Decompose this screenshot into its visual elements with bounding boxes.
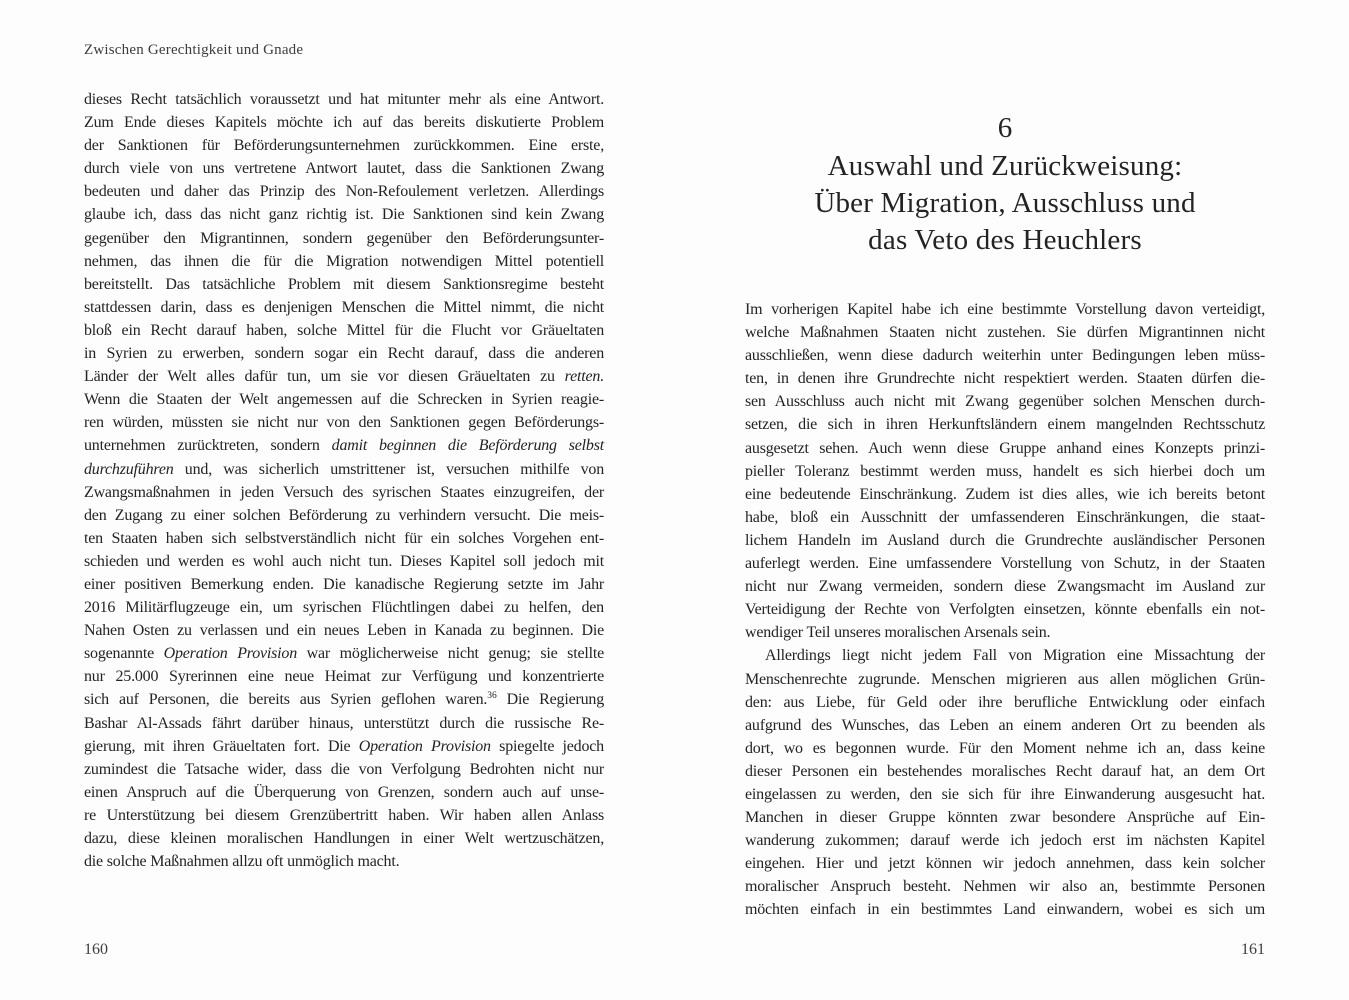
right-page-paragraph-2 <box>745 644 1265 921</box>
text-line: Zum Ende dieses Kapitels möchte ich auf das bereits diskutierte Problem <box>84 114 604 132</box>
text-line: Länder der Welt alles dafür tun, um sie vor diesen Gräueltaten zu retten. <box>84 368 604 386</box>
text-line: ausschließen, wenn diese dadurch weiterhin unter Bedingungen leben müss- <box>745 347 1265 365</box>
text-line: den Zugang zu einer solchen Beförderung zu verhindern versucht. Die meis- <box>84 506 604 524</box>
page-number-right: 161 <box>1241 941 1265 958</box>
text-line: einer positiven Bemerkung enden. Die kanadische Regierung setzte im Jahr <box>84 575 604 593</box>
text-line: dieses Recht tatsächlich voraussetzt und hat mitunter mehr als eine Antwort. <box>84 91 604 108</box>
text-line: das Veto des Heuchlers <box>868 224 1142 256</box>
text-line: re Unterstützung bei diesem Grenzübertritt haben. Wir haben allen Anlass <box>84 806 604 824</box>
text-line: schieden und werden es wohl auch nicht tun. Dieses Kapitel soll jedoch mit <box>84 552 604 570</box>
text-line: durchzuführen und, was sicherlich umstrittener ist, versuchen mithilfe von <box>84 460 604 478</box>
text-line: eingelassen zu werden, den sie sich für ihre Einwanderung ausgesucht hat. <box>745 785 1265 803</box>
text-line: bloß ein Recht darauf haben, solche Mittel für die Flucht vor Gräueltaten <box>84 321 604 339</box>
text-line: Auswahl und Zurückweisung: <box>827 150 1183 182</box>
text-line: glaube ich, dass das nicht ganz richtig ist. Die Sanktionen sind kein Zwang <box>84 206 604 224</box>
text-line: ten Staaten haben sich selbstverständlich nicht für ein solches Vorgehen ent- <box>84 529 604 547</box>
left-page-body <box>84 88 604 873</box>
text-line: gierung, mit ihren Gräueltaten fort. Die Operation Provision spiegelte jedoch <box>84 737 604 755</box>
text-line: moralischer Anspruch besteht. Nehmen wir also an, bestimmte Personen <box>745 878 1265 896</box>
text-line: dieser Personen ein bestehendes moralisches Recht darauf hat, an dem Ort <box>745 762 1265 780</box>
text-line: Im vorherigen Kapitel habe ich eine bestimmte Vorstellung davon verteidigt, <box>745 301 1265 318</box>
text-line: dort, wo es begonnen wurde. Für den Moment nehme ich an, dass keine <box>745 739 1265 757</box>
text-line: Über Migration, Ausschluss und <box>814 187 1196 219</box>
text-line: nicht nur Zwang vermeiden, sondern diese Zwangsmacht im Ausland zur <box>745 578 1265 596</box>
text-line: welche Maßnahmen Staaten nicht zustehen. Sie dürfen Migrantinnen nicht <box>745 324 1265 342</box>
text-line: zumindest die Tatsache wider, dass die von Verfolgung Bedrohten nicht nur <box>84 760 604 778</box>
text-line: sogenannte Operation Provision war möglicherweise nicht genug; sie stellte <box>84 645 604 663</box>
text-line: eine bedeutende Einschränkung. Zudem ist dies alles, wie ich bereits betont <box>745 485 1265 503</box>
text-line: nur 25.000 Syrerinnen eine neue Heimat zur Verfügung und konzentrierte <box>84 668 604 686</box>
text-line: ren würden, müssten sie nicht nur von den Sanktionen gegen Beförderungs- <box>84 414 604 432</box>
text-line: Bashar Al-Assads fährt darüber hinaus, unterstützt durch die russische Re- <box>84 714 604 732</box>
right-page-paragraph-1 <box>745 298 1265 644</box>
text-line: gegenüber den Migrantinnen, sondern gegenüber den Beförderungsunter- <box>84 229 604 247</box>
text-line: einen Anspruch auf die Überquerung von Grenzen, sondern auch auf unse- <box>84 783 604 801</box>
text-line: wanderung zukommen; darauf werde ich jedoch erst im nächsten Kapitel <box>745 832 1265 850</box>
text-line: eingehen. Hier und jetzt können wir jedoch annehmen, dass kein solcher <box>745 855 1265 873</box>
running-header: Zwischen Gerechtigkeit und Gnade <box>84 42 304 58</box>
text-line: setzen, die sich in ihren Herkunftsländern einem mangelnden Rechtsschutz <box>745 416 1265 434</box>
text-line: 2016 Militärflugzeuge ein, um syrischen Flüchtlingen dabei zu helfen, den <box>84 599 604 617</box>
text-line: ten, in denen ihre Grundrechte nicht respektiert werden. Staaten dürfen die- <box>745 370 1265 388</box>
text-line: Manchen in dieser Gruppe könnten zwar besondere Ansprüche auf Ein- <box>745 809 1265 827</box>
text-line: durch viele von uns vertretene Antwort lautet, dass die Sanktionen Zwang <box>84 160 604 178</box>
text-line: sich auf Personen, die bereits aus Syrien geflohen waren.$^{36}$ Die Regierung <box>84 691 604 709</box>
text-line: Verteidigung der Rechte von Verfolgten einsetzen, könnte ebenfalls ein not- <box>745 601 1265 619</box>
text-line: ausgesetzt sehen. Auch wenn diese Gruppe anhand eines Konzepts prinzi- <box>745 439 1265 457</box>
text-line: Nahen Osten zu verlassen und ein neues Leben in Kanada zu beginnen. Die <box>84 622 604 640</box>
text-line: auferlegt werden. Eine umfassendere Vorstellung von Schutz, in der Staaten <box>745 555 1265 573</box>
text-line: Zwangsmaßnahmen in jeden Versuch des syrischen Staates einzugreifen, der <box>84 483 604 501</box>
text-line: Menschenrechte zugrunde. Menschen migrieren aus allen möglichen Grün- <box>745 670 1265 688</box>
text-line: die solche Maßnahmen allzu oft unmöglich macht. <box>84 853 400 871</box>
text-line: der Sanktionen für Beförderungsunternehmen zurückkommen. Eine erste, <box>84 137 604 155</box>
right-page-body <box>745 298 1265 922</box>
text-line: Wenn die Staaten der Welt angemessen auf die Schrecken in Syrien reagie- <box>84 391 604 409</box>
text-line: stattdessen darin, dass es denjenigen Menschen die Mittel nimmt, die nicht <box>84 298 604 316</box>
text-line: Allerdings liegt nicht jedem Fall von Migration eine Missachtung der <box>765 647 1265 665</box>
text-line: aufgrund des Wunsches, das Leben an einem anderen Ort zu beenden als <box>745 716 1265 734</box>
page-number-left: 160 <box>84 941 108 958</box>
text-line: dazu, diese kleinen moralischen Handlungen in einer Welt wertzuschätzen, <box>84 830 604 847</box>
text-line: lichem Handeln im Ausland durch die Grundrechte ausländischer Personen <box>745 531 1265 549</box>
text-line: nehmen, das ihnen die für die Migration notwendigen Mittel potentiell <box>84 252 604 270</box>
text-line: bereitstellt. Das tatsächliche Problem mit diesem Sanktionsregime besteht <box>84 275 604 293</box>
text-line: wendiger Teil unseres moralischen Arsenals sein. <box>745 624 1051 642</box>
text-line: pieller Toleranz bestimmt werden muss, handelt es sich hierbei doch um <box>745 462 1265 480</box>
text-line: unternehmen zurücktreten, sondern damit beginnen die Beförderung selbst <box>84 437 605 455</box>
text-line: sen Ausschluss auch nicht mit Zwang gegenüber solchen Menschen durch- <box>745 393 1265 411</box>
text-line: habe, bloß ein Ausschnitt der umfassenderen Einschränkungen, die staat- <box>745 508 1265 526</box>
chapter-heading <box>745 108 1265 259</box>
text-line: bedeuten und daher das Prinzip des Non-Refoulement verletzen. Allerdings <box>84 183 604 201</box>
chapter-title <box>745 148 1265 259</box>
text-line: möchten einfach in ein bestimmtes Land einwandern, wobei es sich um <box>745 901 1265 919</box>
text-line: in Syrien zu erwerben, sondern sogar ein Recht darauf, dass die anderen <box>84 345 604 363</box>
text-line: den: aus Liebe, für Geld oder ihre berufliche Entwicklung oder einfach <box>745 693 1265 711</box>
chapter-number: 6 <box>997 112 1013 144</box>
